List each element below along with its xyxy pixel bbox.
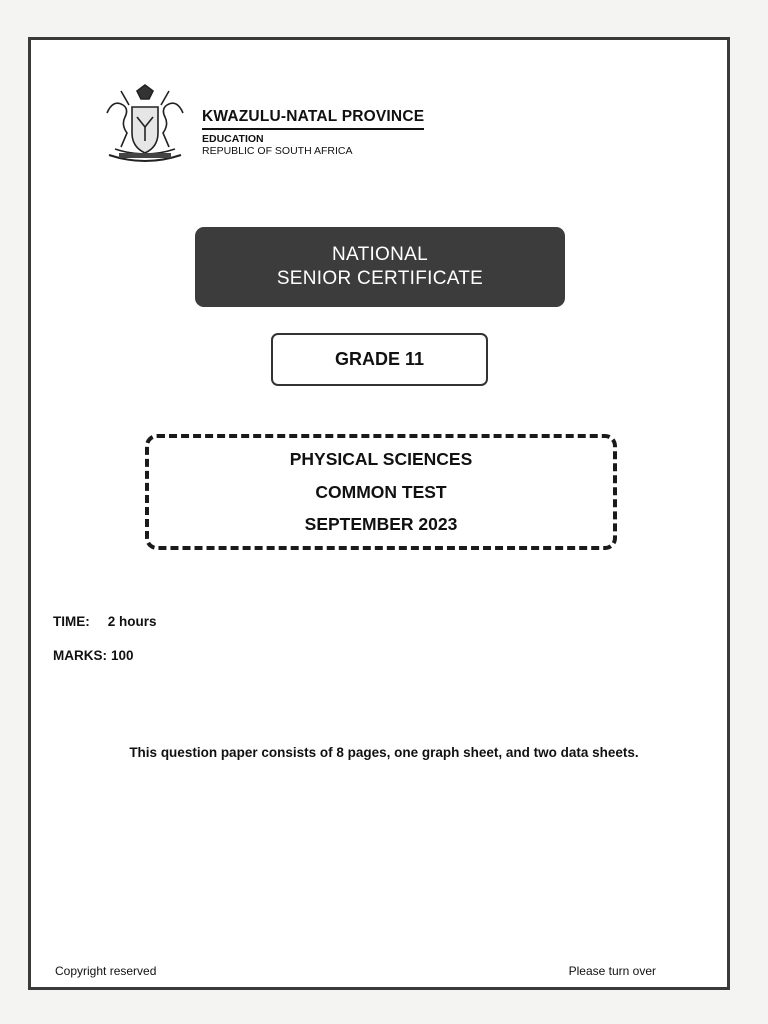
test-type: COMMON TEST — [315, 481, 447, 502]
subject-title: PHYSICAL SCIENCES — [289, 449, 473, 470]
footer-copyright: Copyright reserved — [55, 964, 157, 978]
time-label: TIME: — [53, 614, 90, 629]
test-date: SEPTEMBER 2023 — [304, 514, 458, 535]
time-row — [53, 614, 157, 629]
certificate-line-1: NATIONAL — [331, 244, 428, 265]
marks-value: 100 — [111, 648, 134, 663]
department-name: EDUCATION — [202, 133, 264, 145]
time-value: 2 hours — [107, 614, 157, 629]
grade-box: GRADE 11 — [271, 333, 488, 386]
country-name: REPUBLIC OF SOUTH AFRICA — [202, 145, 353, 157]
province-title: KWAZULU-NATAL PROVINCE — [202, 108, 424, 130]
marks-row — [53, 648, 134, 663]
certificate-line-2: SENIOR CERTIFICATE — [276, 268, 484, 289]
marks-label: MARKS: — [53, 648, 107, 663]
footer-turn-over: Please turn over — [568, 964, 656, 978]
certificate-banner — [195, 227, 565, 307]
subject-box — [145, 434, 617, 550]
paper-note: This question paper consists of 8 pages, one graph sheet, and two data sheets. — [129, 745, 639, 760]
coat-of-arms-logo — [99, 83, 191, 165]
header-block — [202, 108, 424, 157]
